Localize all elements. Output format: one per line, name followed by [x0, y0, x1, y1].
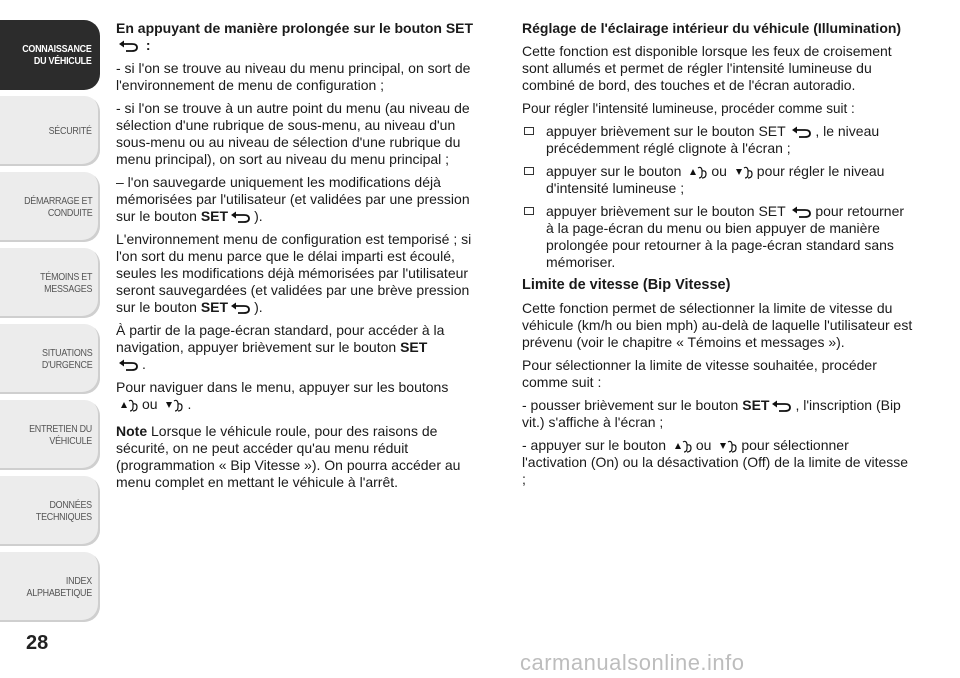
return-arrow-icon	[230, 211, 252, 223]
left-paragraph: À partir de la page-écran standard, pour accéder à la navigation, appuyer brièvement sur le bouton SET .	[116, 322, 445, 372]
tab-connaissance-du-vehicule[interactable]: CONNAISSANCE DU VÉHICULE	[0, 20, 100, 90]
right-paragraph: Pour sélectionner la limite de vitesse souhaitée, procéder comme suit :	[522, 357, 877, 390]
right-paragraph: Cette fonction permet de sélectionner la limite de vitesse du véhicule (km/h ou bien mph) au-delà de laquelle l'utilisateur est prévenu (voir le chapitre « Témoins et messages »).	[522, 300, 913, 350]
up-arrow-hand-icon	[672, 439, 694, 453]
checkbox-bullet-icon	[524, 127, 534, 135]
return-arrow-icon	[230, 302, 252, 314]
page-number: 28	[26, 632, 49, 654]
left-paragraph: L'environnement menu de configuration est temporisé ; si l'on sort du menu parce que le délai imparti est écoulé, seules les modifications déjà mémorisées par l'utilisateur seront sauvegardées (et validées par une brève pression sur le bouton SET ).	[116, 231, 472, 315]
down-arrow-hand-icon	[163, 398, 185, 412]
note-label: Note	[116, 423, 148, 439]
tab-entretien-du-vehicule[interactable]: ENTRETIEN DU VÉHICULE	[0, 400, 100, 470]
right-paragraph: Cette fonction est disponible lorsque les feux de croisement sont allumés et permet de régler l'intensité lumineuse du combiné de bord, des touches et de l'écran autoradio.	[522, 43, 892, 93]
note-paragraph: Note Lorsque le véhicule roule, pour des raisons de sécurité, on ne peut accéder qu'au menu réduit (programmation « Bip Vitesse »). On pourra accéder au menu complet en mettant le véhicule à l'arrêt.	[116, 423, 461, 490]
return-arrow-icon	[791, 206, 813, 218]
checkbox-bullet-icon	[524, 207, 534, 215]
up-arrow-hand-icon	[687, 165, 709, 179]
left-paragraph: – l'on sauvegarde uniquement les modifications déjà mémorisées par l'utilisateur (et validées par une pression sur le bouton SET ).	[116, 174, 470, 224]
left-paragraph: - si l'on se trouve au niveau du menu principal, on sort de l'environnement de menu de configuration ;	[116, 60, 471, 93]
tab-securite[interactable]: SÉCURITÉ	[0, 96, 100, 166]
tab-temoins-et-messages[interactable]: TÉMOINS ET MESSAGES	[0, 248, 100, 318]
left-heading: En appuyant de manière prolongée sur le bouton SET :	[116, 20, 474, 53]
return-arrow-icon	[791, 126, 813, 138]
list-item: appuyer brièvement sur le bouton SET pour retourner à la page-écran du menu ou bien appuyer de manière prolongée pour retourner à la page-écran standard sans mémoriser.	[522, 203, 914, 271]
right-paragraph: - pousser brièvement sur le bouton SET , l'inscription (Bip vit.) s'affiche à l'écran ;	[522, 397, 901, 430]
left-paragraph: - si l'on se trouve à un autre point du menu (au niveau de sélection d'une rubrique de sous-menu, au niveau d'un sous-menu ou au niveau de sélection d'une rubrique du menu principal), on sort au niveau du menu principal ;	[116, 100, 470, 167]
right-paragraph: Pour régler l'intensité lumineuse, procéder comme suit :	[522, 101, 855, 116]
left-paragraph: Pour naviguer dans le menu, appuyer sur les boutons ou .	[116, 379, 449, 412]
tab-donnees-techniques[interactable]: DONNÉES TECHNIQUES	[0, 476, 100, 546]
right-column	[522, 20, 914, 494]
return-arrow-icon	[118, 40, 140, 52]
tab-situations-durgence[interactable]: SITUATIONS D'URGENCE	[0, 324, 100, 394]
tab-index-alphabetique[interactable]: INDEX ALPHABETIQUE	[0, 552, 100, 622]
speed-limit-heading: Limite de vitesse (Bip Vitesse)	[522, 277, 731, 293]
checkbox-bullet-icon	[524, 167, 534, 175]
down-arrow-hand-icon	[733, 165, 755, 179]
illumination-heading: Réglage de l'éclairage intérieur du véhicule (Illumination)	[522, 20, 902, 36]
right-paragraph: - appuyer sur le bouton ou pour sélectionner l'activation (On) ou la désactivation (Off) de la limite de vitesse ;	[522, 437, 909, 487]
down-arrow-hand-icon	[717, 439, 739, 453]
up-arrow-hand-icon	[118, 398, 140, 412]
list-item: appuyer brièvement sur le bouton SET , le niveau précédemment réglé clignote à l'écran ;	[522, 123, 914, 157]
tab-demarrage-et-conduite[interactable]: DÉMARRAGE ET CONDUITE	[0, 172, 100, 242]
return-arrow-icon	[118, 359, 140, 371]
list-item: appuyer sur le bouton ou pour régler le niveau d'intensité lumineuse ;	[522, 163, 914, 197]
return-arrow-icon	[771, 400, 793, 412]
watermark: carmanualsonline.info	[520, 650, 745, 675]
left-column	[116, 20, 492, 497]
